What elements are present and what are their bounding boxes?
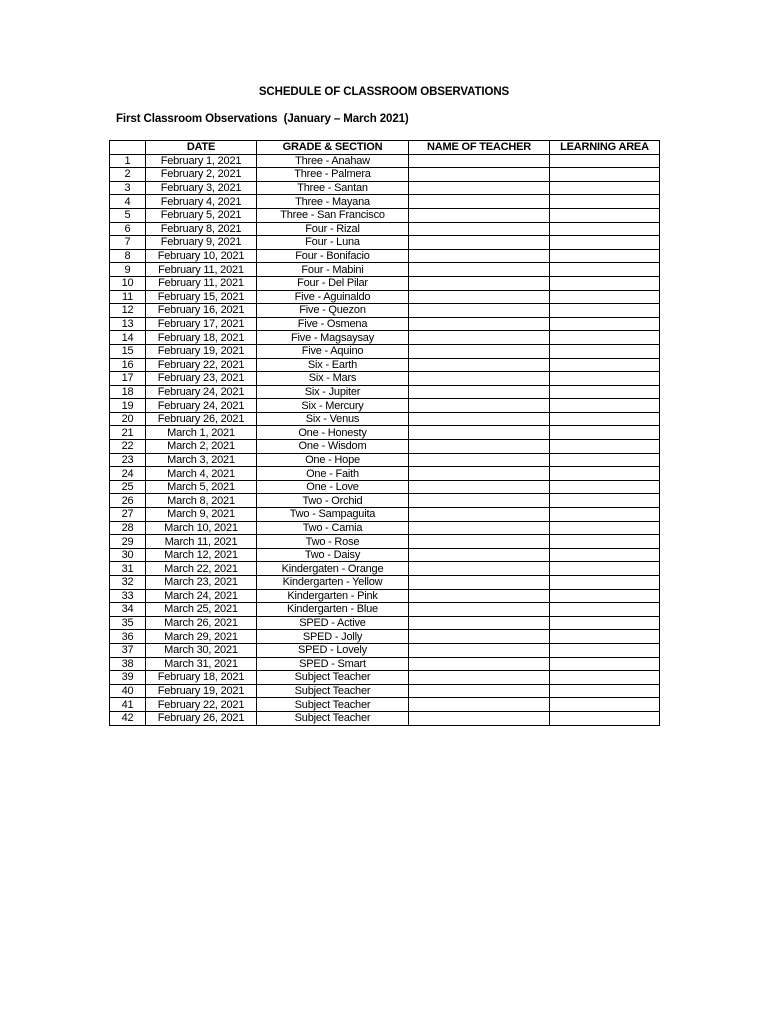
teacher-name-cell	[409, 385, 550, 399]
header-date: DATE	[146, 141, 257, 155]
grade-section-cell: Four - Del Pilar	[257, 276, 409, 290]
date-cell: February 15, 2021	[146, 290, 257, 304]
table-row	[110, 548, 660, 562]
row-number-cell: 40	[110, 684, 146, 698]
date-cell: February 24, 2021	[146, 385, 257, 399]
row-number-cell: 30	[110, 548, 146, 562]
page-title: SCHEDULE OF CLASSROOM OBSERVATIONS	[258, 86, 510, 98]
row-number-cell: 31	[110, 562, 146, 576]
row-number-cell: 9	[110, 263, 146, 277]
teacher-name-cell	[409, 412, 550, 426]
learning-area-cell	[550, 494, 660, 508]
date-cell: March 8, 2021	[146, 494, 257, 508]
learning-area-cell	[550, 562, 660, 576]
date-cell: March 5, 2021	[146, 480, 257, 494]
table-row	[110, 616, 660, 630]
teacher-name-cell	[409, 181, 550, 195]
grade-section-cell: One - Faith	[257, 467, 409, 481]
learning-area-cell	[550, 671, 660, 685]
learning-area-cell	[550, 399, 660, 413]
grade-section-cell: Kindergaten - Orange	[257, 562, 409, 576]
row-number-cell: 29	[110, 535, 146, 549]
date-cell: March 25, 2021	[146, 603, 257, 617]
learning-area-cell	[550, 616, 660, 630]
learning-area-cell	[550, 385, 660, 399]
row-number-cell: 23	[110, 453, 146, 467]
table-row	[110, 453, 660, 467]
row-number-cell: 36	[110, 630, 146, 644]
learning-area-cell	[550, 412, 660, 426]
row-number-cell: 18	[110, 385, 146, 399]
date-cell: March 10, 2021	[146, 521, 257, 535]
teacher-name-cell	[409, 494, 550, 508]
grade-section-cell: Subject Teacher	[257, 671, 409, 685]
grade-section-cell: Six - Venus	[257, 412, 409, 426]
date-cell: March 2, 2021	[146, 440, 257, 454]
learning-area-cell	[550, 195, 660, 209]
learning-area-cell	[550, 589, 660, 603]
grade-section-cell: Four - Mabini	[257, 263, 409, 277]
row-number-cell: 22	[110, 440, 146, 454]
learning-area-cell	[550, 480, 660, 494]
date-cell: February 10, 2021	[146, 249, 257, 263]
table-row	[110, 372, 660, 386]
table-row	[110, 358, 660, 372]
grade-section-cell: Subject Teacher	[257, 698, 409, 712]
date-cell: March 26, 2021	[146, 616, 257, 630]
teacher-name-cell	[409, 643, 550, 657]
table-row	[110, 589, 660, 603]
learning-area-cell	[550, 426, 660, 440]
date-cell: February 16, 2021	[146, 304, 257, 318]
date-cell: February 3, 2021	[146, 181, 257, 195]
table-row	[110, 236, 660, 250]
grade-section-cell: One - Love	[257, 480, 409, 494]
date-cell: February 26, 2021	[146, 711, 257, 725]
table-row	[110, 562, 660, 576]
date-cell: February 2, 2021	[146, 168, 257, 182]
row-number-cell: 4	[110, 195, 146, 209]
date-cell: March 22, 2021	[146, 562, 257, 576]
table-row	[110, 385, 660, 399]
grade-section-cell: Kindergarten - Blue	[257, 603, 409, 617]
date-cell: February 11, 2021	[146, 263, 257, 277]
row-number-cell: 26	[110, 494, 146, 508]
table-row	[110, 480, 660, 494]
teacher-name-cell	[409, 154, 550, 168]
teacher-name-cell	[409, 317, 550, 331]
table-row	[110, 222, 660, 236]
date-cell: March 1, 2021	[146, 426, 257, 440]
learning-area-cell	[550, 317, 660, 331]
table-row	[110, 698, 660, 712]
teacher-name-cell	[409, 195, 550, 209]
date-cell: February 22, 2021	[146, 698, 257, 712]
learning-area-cell	[550, 603, 660, 617]
grade-section-cell: Kindergarten - Yellow	[257, 576, 409, 590]
grade-section-cell: Four - Bonifacio	[257, 249, 409, 263]
learning-area-cell	[550, 440, 660, 454]
row-number-cell: 3	[110, 181, 146, 195]
date-cell: February 18, 2021	[146, 331, 257, 345]
date-cell: March 31, 2021	[146, 657, 257, 671]
row-number-cell: 13	[110, 317, 146, 331]
table-body	[110, 154, 660, 725]
grade-section-cell: One - Hope	[257, 453, 409, 467]
teacher-name-cell	[409, 548, 550, 562]
grade-section-cell: Four - Rizal	[257, 222, 409, 236]
grade-section-cell: Five - Magsaysay	[257, 331, 409, 345]
table-row	[110, 344, 660, 358]
learning-area-cell	[550, 467, 660, 481]
grade-section-cell: Three - Mayana	[257, 195, 409, 209]
grade-section-cell: Three - San Francisco	[257, 208, 409, 222]
teacher-name-cell	[409, 236, 550, 250]
teacher-name-cell	[409, 263, 550, 277]
learning-area-cell	[550, 657, 660, 671]
learning-area-cell	[550, 521, 660, 535]
table-row	[110, 426, 660, 440]
date-cell: March 12, 2021	[146, 548, 257, 562]
teacher-name-cell	[409, 671, 550, 685]
table-row	[110, 603, 660, 617]
row-number-cell: 16	[110, 358, 146, 372]
grade-section-cell: SPED - Jolly	[257, 630, 409, 644]
table-row	[110, 208, 660, 222]
date-cell: February 17, 2021	[146, 317, 257, 331]
date-cell: February 18, 2021	[146, 671, 257, 685]
row-number-cell: 25	[110, 480, 146, 494]
table-row	[110, 535, 660, 549]
row-number-cell: 28	[110, 521, 146, 535]
teacher-name-cell	[409, 372, 550, 386]
date-cell: March 3, 2021	[146, 453, 257, 467]
table-row	[110, 711, 660, 725]
learning-area-cell	[550, 276, 660, 290]
table-row	[110, 195, 660, 209]
row-number-cell: 34	[110, 603, 146, 617]
table-row	[110, 290, 660, 304]
learning-area-cell	[550, 208, 660, 222]
header-learning-area: LEARNING AREA	[550, 141, 660, 155]
row-number-cell: 24	[110, 467, 146, 481]
table-row	[110, 630, 660, 644]
grade-section-cell: One - Honesty	[257, 426, 409, 440]
table-row	[110, 521, 660, 535]
date-cell: February 19, 2021	[146, 684, 257, 698]
grade-section-cell: Three - Santan	[257, 181, 409, 195]
header-teacher-name: NAME OF TEACHER	[409, 141, 550, 155]
grade-section-cell: Three - Palmera	[257, 168, 409, 182]
date-cell: February 1, 2021	[146, 154, 257, 168]
teacher-name-cell	[409, 630, 550, 644]
learning-area-cell	[550, 711, 660, 725]
date-cell: February 19, 2021	[146, 344, 257, 358]
grade-section-cell: Five - Aquino	[257, 344, 409, 358]
grade-section-cell: Five - Quezon	[257, 304, 409, 318]
row-number-cell: 35	[110, 616, 146, 630]
date-cell: March 24, 2021	[146, 589, 257, 603]
header-number	[110, 141, 146, 155]
table-row	[110, 399, 660, 413]
date-cell: March 9, 2021	[146, 508, 257, 522]
grade-section-cell: Subject Teacher	[257, 684, 409, 698]
table-row	[110, 249, 660, 263]
date-cell: February 22, 2021	[146, 358, 257, 372]
table-row	[110, 494, 660, 508]
learning-area-cell	[550, 331, 660, 345]
row-number-cell: 14	[110, 331, 146, 345]
table-row	[110, 508, 660, 522]
learning-area-cell	[550, 249, 660, 263]
row-number-cell: 42	[110, 711, 146, 725]
teacher-name-cell	[409, 208, 550, 222]
observation-schedule-table	[109, 140, 660, 726]
teacher-name-cell	[409, 399, 550, 413]
date-cell: March 4, 2021	[146, 467, 257, 481]
teacher-name-cell	[409, 331, 550, 345]
grade-section-cell: Subject Teacher	[257, 711, 409, 725]
teacher-name-cell	[409, 562, 550, 576]
learning-area-cell	[550, 576, 660, 590]
learning-area-cell	[550, 344, 660, 358]
teacher-name-cell	[409, 440, 550, 454]
date-cell: February 26, 2021	[146, 412, 257, 426]
table-row	[110, 412, 660, 426]
row-number-cell: 20	[110, 412, 146, 426]
teacher-name-cell	[409, 698, 550, 712]
table-row	[110, 276, 660, 290]
table-row	[110, 331, 660, 345]
table-row	[110, 154, 660, 168]
row-number-cell: 6	[110, 222, 146, 236]
row-number-cell: 5	[110, 208, 146, 222]
learning-area-cell	[550, 453, 660, 467]
row-number-cell: 10	[110, 276, 146, 290]
teacher-name-cell	[409, 616, 550, 630]
row-number-cell: 12	[110, 304, 146, 318]
teacher-name-cell	[409, 426, 550, 440]
learning-area-cell	[550, 698, 660, 712]
teacher-name-cell	[409, 657, 550, 671]
table-row	[110, 317, 660, 331]
grade-section-cell: Six - Earth	[257, 358, 409, 372]
learning-area-cell	[550, 548, 660, 562]
learning-area-cell	[550, 630, 660, 644]
row-number-cell: 41	[110, 698, 146, 712]
header-grade-section: GRADE & SECTION	[257, 141, 409, 155]
date-cell: February 5, 2021	[146, 208, 257, 222]
teacher-name-cell	[409, 344, 550, 358]
date-cell: February 9, 2021	[146, 236, 257, 250]
learning-area-cell	[550, 535, 660, 549]
grade-section-cell: Six - Jupiter	[257, 385, 409, 399]
grade-section-cell: Five - Aguinaldo	[257, 290, 409, 304]
grade-section-cell: Six - Mercury	[257, 399, 409, 413]
learning-area-cell	[550, 222, 660, 236]
teacher-name-cell	[409, 535, 550, 549]
teacher-name-cell	[409, 453, 550, 467]
row-number-cell: 21	[110, 426, 146, 440]
grade-section-cell: Two - Sampaguita	[257, 508, 409, 522]
table-row	[110, 671, 660, 685]
row-number-cell: 19	[110, 399, 146, 413]
grade-section-cell: Two - Camia	[257, 521, 409, 535]
grade-section-cell: Kindergarten - Pink	[257, 589, 409, 603]
grade-section-cell: Five - Osmena	[257, 317, 409, 331]
table-row	[110, 643, 660, 657]
date-cell: March 11, 2021	[146, 535, 257, 549]
date-cell: March 23, 2021	[146, 576, 257, 590]
grade-section-cell: SPED - Lovely	[257, 643, 409, 657]
learning-area-cell	[550, 290, 660, 304]
teacher-name-cell	[409, 290, 550, 304]
learning-area-cell	[550, 181, 660, 195]
learning-area-cell	[550, 304, 660, 318]
date-cell: February 24, 2021	[146, 399, 257, 413]
date-cell: March 30, 2021	[146, 643, 257, 657]
teacher-name-cell	[409, 576, 550, 590]
teacher-name-cell	[409, 603, 550, 617]
teacher-name-cell	[409, 711, 550, 725]
learning-area-cell	[550, 684, 660, 698]
teacher-name-cell	[409, 521, 550, 535]
table-row	[110, 684, 660, 698]
date-cell: February 4, 2021	[146, 195, 257, 209]
table-row	[110, 181, 660, 195]
row-number-cell: 32	[110, 576, 146, 590]
date-cell: February 23, 2021	[146, 372, 257, 386]
teacher-name-cell	[409, 168, 550, 182]
grade-section-cell: Two - Rose	[257, 535, 409, 549]
grade-section-cell: SPED - Smart	[257, 657, 409, 671]
learning-area-cell	[550, 263, 660, 277]
row-number-cell: 8	[110, 249, 146, 263]
grade-section-cell: Two - Daisy	[257, 548, 409, 562]
table-row	[110, 467, 660, 481]
learning-area-cell	[550, 154, 660, 168]
table-row	[110, 657, 660, 671]
date-cell: February 11, 2021	[146, 276, 257, 290]
row-number-cell: 33	[110, 589, 146, 603]
table-row	[110, 440, 660, 454]
teacher-name-cell	[409, 480, 550, 494]
teacher-name-cell	[409, 276, 550, 290]
row-number-cell: 39	[110, 671, 146, 685]
learning-area-cell	[550, 508, 660, 522]
teacher-name-cell	[409, 467, 550, 481]
learning-area-cell	[550, 372, 660, 386]
row-number-cell: 1	[110, 154, 146, 168]
grade-section-cell: Two - Orchid	[257, 494, 409, 508]
table-row	[110, 304, 660, 318]
grade-section-cell: Six - Mars	[257, 372, 409, 386]
teacher-name-cell	[409, 249, 550, 263]
row-number-cell: 11	[110, 290, 146, 304]
learning-area-cell	[550, 168, 660, 182]
learning-area-cell	[550, 643, 660, 657]
row-number-cell: 17	[110, 372, 146, 386]
teacher-name-cell	[409, 304, 550, 318]
learning-area-cell	[550, 358, 660, 372]
table-header-row	[110, 141, 660, 155]
grade-section-cell: One - Wisdom	[257, 440, 409, 454]
grade-section-cell: SPED - Active	[257, 616, 409, 630]
grade-section-cell: Four - Luna	[257, 236, 409, 250]
row-number-cell: 37	[110, 643, 146, 657]
row-number-cell: 38	[110, 657, 146, 671]
row-number-cell: 2	[110, 168, 146, 182]
grade-section-cell: Three - Anahaw	[257, 154, 409, 168]
table-row	[110, 263, 660, 277]
date-cell: March 29, 2021	[146, 630, 257, 644]
row-number-cell: 15	[110, 344, 146, 358]
row-number-cell: 7	[110, 236, 146, 250]
teacher-name-cell	[409, 508, 550, 522]
teacher-name-cell	[409, 589, 550, 603]
table-row	[110, 576, 660, 590]
learning-area-cell	[550, 236, 660, 250]
row-number-cell: 27	[110, 508, 146, 522]
date-cell: February 8, 2021	[146, 222, 257, 236]
teacher-name-cell	[409, 358, 550, 372]
teacher-name-cell	[409, 222, 550, 236]
page-subtitle: First Classroom Observations (January – March 2021)	[116, 113, 409, 125]
teacher-name-cell	[409, 684, 550, 698]
table-row	[110, 168, 660, 182]
